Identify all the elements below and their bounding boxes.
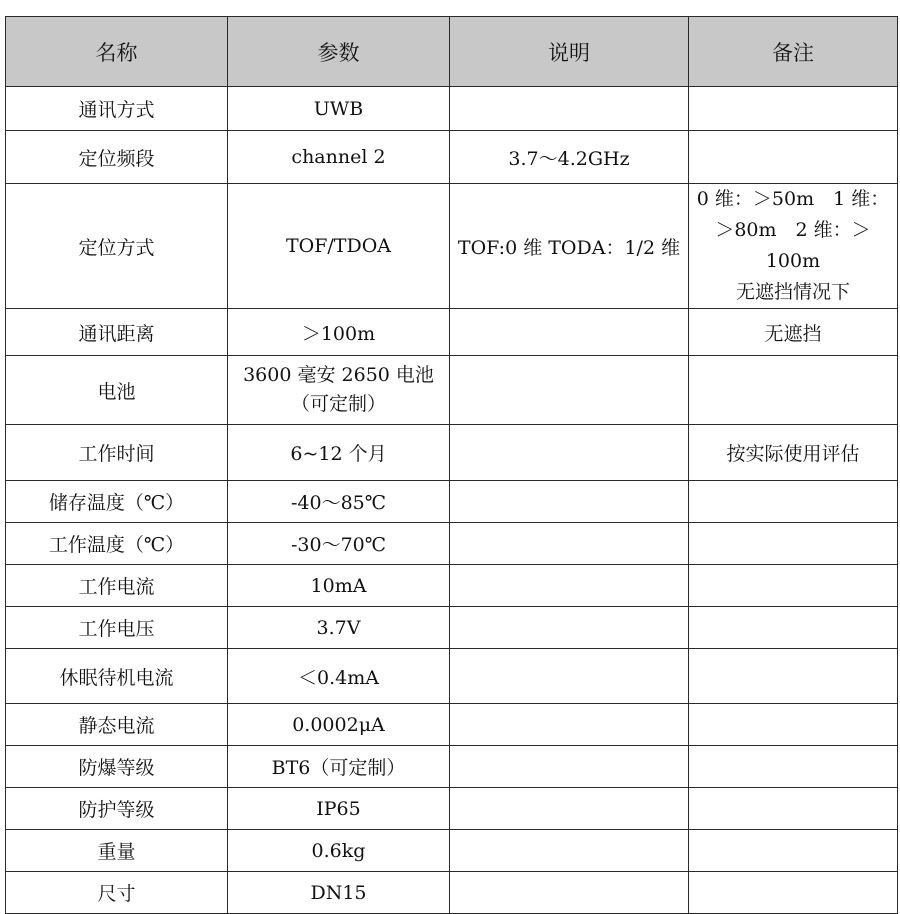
table-row xyxy=(6,746,898,788)
row-name: 通讯方式 xyxy=(6,87,228,131)
row-name: 重量 xyxy=(6,830,228,872)
spec-table xyxy=(5,16,898,914)
row-desc xyxy=(450,830,689,872)
header-name: 名称 xyxy=(6,17,228,87)
row-param: -30～70℃ xyxy=(228,523,450,565)
row-note: 无遮挡 xyxy=(689,309,898,356)
row-note xyxy=(689,704,898,746)
row-desc xyxy=(450,87,689,131)
table-row xyxy=(6,131,898,184)
note-line: 无遮挡情况下 xyxy=(735,281,850,303)
row-desc xyxy=(450,309,689,356)
row-param: 6~12 个月 xyxy=(228,425,450,481)
table-row xyxy=(6,309,898,356)
header-param: 参数 xyxy=(228,17,450,87)
row-note xyxy=(689,481,898,523)
table-row xyxy=(6,523,898,565)
row-param: 0.0002μA xyxy=(228,704,450,746)
table-row xyxy=(6,425,898,481)
row-name: 防护等级 xyxy=(6,788,228,830)
row-name: 工作电压 xyxy=(6,607,228,649)
row-note xyxy=(689,184,898,309)
row-desc xyxy=(450,425,689,481)
table-row xyxy=(6,788,898,830)
row-param: 0.6kg xyxy=(228,830,450,872)
row-name: 防爆等级 xyxy=(6,746,228,788)
table-row xyxy=(6,704,898,746)
row-name: 休眠待机电流 xyxy=(6,649,228,704)
row-note xyxy=(689,565,898,607)
row-param: channel 2 xyxy=(228,131,450,184)
row-note xyxy=(689,830,898,872)
row-desc xyxy=(450,565,689,607)
row-name: 通讯距离 xyxy=(6,309,228,356)
row-name: 电池 xyxy=(6,356,228,425)
table-row xyxy=(6,481,898,523)
row-desc xyxy=(450,872,689,914)
table-row xyxy=(6,565,898,607)
row-desc xyxy=(450,746,689,788)
table-row xyxy=(6,872,898,914)
row-note xyxy=(689,872,898,914)
table-row xyxy=(6,830,898,872)
row-param: TOF/TDOA xyxy=(228,184,450,309)
note-line: ＞80m 2 维：＞100m xyxy=(715,219,871,272)
row-name: 定位方式 xyxy=(6,184,228,309)
row-note xyxy=(689,788,898,830)
row-param: IP65 xyxy=(228,788,450,830)
row-param: 10mA xyxy=(228,565,450,607)
row-note xyxy=(689,87,898,131)
header-note: 备注 xyxy=(689,17,898,87)
header-desc: 说明 xyxy=(450,17,689,87)
row-note xyxy=(689,607,898,649)
row-desc xyxy=(450,481,689,523)
row-note xyxy=(689,356,898,425)
row-desc: 3.7～4.2GHz xyxy=(450,131,689,184)
row-name: 定位频段 xyxy=(6,131,228,184)
note-line: 0 维：＞50m 1 维： xyxy=(696,188,890,210)
row-desc: TOF:0 维 TODA：1/2 维 xyxy=(450,184,689,309)
row-desc xyxy=(450,704,689,746)
row-desc xyxy=(450,607,689,649)
row-name: 储存温度（℃） xyxy=(6,481,228,523)
table-row xyxy=(6,607,898,649)
row-param: ＞100m xyxy=(228,309,450,356)
row-name: 尺寸 xyxy=(6,872,228,914)
row-param: -40～85℃ xyxy=(228,481,450,523)
table-row xyxy=(6,87,898,131)
row-param: BT6（可定制） xyxy=(228,746,450,788)
row-name: 工作时间 xyxy=(6,425,228,481)
param-line: （可定制） xyxy=(290,393,386,415)
row-name: 静态电流 xyxy=(6,704,228,746)
row-name: 工作温度（℃） xyxy=(6,523,228,565)
row-desc xyxy=(450,356,689,425)
row-param: ＜0.4mA xyxy=(228,649,450,704)
row-param: UWB xyxy=(228,87,450,131)
row-name: 工作电流 xyxy=(6,565,228,607)
table-row xyxy=(6,356,898,425)
header-row xyxy=(6,17,898,87)
row-note xyxy=(689,523,898,565)
row-desc xyxy=(450,788,689,830)
param-line: 3600 毫安 2650 电池 xyxy=(243,364,434,386)
table-row xyxy=(6,649,898,704)
table-row xyxy=(6,184,898,309)
row-note: 按实际使用评估 xyxy=(689,425,898,481)
row-desc xyxy=(450,523,689,565)
row-param xyxy=(228,356,450,425)
row-note xyxy=(689,649,898,704)
row-param: DN15 xyxy=(228,872,450,914)
row-note xyxy=(689,131,898,184)
row-param: 3.7V xyxy=(228,607,450,649)
row-note xyxy=(689,746,898,788)
row-desc xyxy=(450,649,689,704)
